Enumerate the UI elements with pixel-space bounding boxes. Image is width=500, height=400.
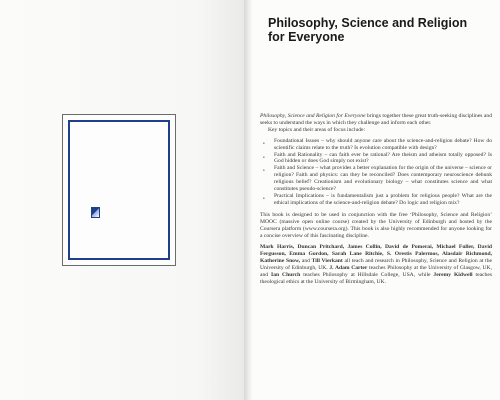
- library-stamp-frame: [62, 114, 176, 266]
- topic-text: Practical Implications – is fundamentalism just a problem for religious people? What are the ethical implications of the science-and-religion debate? Do logic and religion mix?: [274, 192, 492, 206]
- bullet-icon: •: [263, 141, 265, 147]
- authors-text-3: teaches Philosophy at Hillsdale College, USA, while: [300, 272, 434, 279]
- intro-rest: brings together these great truth-seeking disciplines and seeks to understand the ways in which they challenge and inform each other.: [260, 113, 492, 126]
- authors-and: and: [300, 258, 312, 265]
- book-title: [268, 16, 488, 44]
- topics-list: [260, 138, 492, 207]
- list-item: [260, 193, 492, 207]
- author-name-church: Ian Church: [271, 272, 301, 279]
- author-names: Mark Harris, Duncan Pritchard, James Collin, David de Pomerai, Michael Fuller, David Fergusson, Emma Gordon, Sarah Lane Ritchie, S. Orestis Palermos, Alasdair Richmond, Katherine Snow,: [260, 244, 492, 265]
- left-page: [0, 0, 246, 400]
- author-name-carter: J. Adam Carter: [329, 265, 368, 272]
- bullet-icon: •: [263, 169, 265, 175]
- authors-text-4: teaches theological ethics at the University of Birmingham, UK.: [260, 272, 492, 285]
- topic-text: Faith and Rationality – can faith ever be rational? Are theism and atheism totally opposed? Is God hidden or does God simply not exist?: [274, 151, 492, 165]
- title-line-1: Philosophy, Science and Religion: [268, 16, 468, 30]
- authors-text-1: all teach and research in Philosophy, Science and Religion at the University of Edinburgh, UK.: [260, 258, 492, 272]
- topic-text: Foundational Issues – why should anyone care about the science-and-religion debate? How do scientific claims relate to the truth? Is evolution compatible with design?: [274, 137, 492, 151]
- authors-paragraph: [260, 244, 492, 285]
- topic-text: Faith and Science – what provides a better explanation for the origin of the universe – science or religion? Faith and physics: can they be reconciled? Does contemporary neuroscience debunk religious belief? Creationism and evolutionary biology – what constitutes science and what constitutes pseudo-science?: [274, 165, 492, 193]
- list-item: [260, 152, 492, 166]
- stamp-inner-border: [68, 120, 170, 260]
- author-name-kidwell: Jeremy Kidwell: [433, 272, 473, 279]
- intro-paragraph: [260, 113, 492, 127]
- author-name-vierkant: Till Vierkant: [311, 258, 343, 265]
- title-line-2: for Everyone: [268, 30, 345, 44]
- mooc-paragraph: This book is designed to be used in conjunction with the free ‘Philosophy, Science and Religion’ MOOC (massive open online course) created by the University of Edinburgh and hosted by the Coursera platform (www.coursera.org). This book is also highly recommended for anyone looking for a concise overview of this fascinating discipline.: [260, 211, 492, 239]
- list-item: [260, 165, 492, 193]
- list-item: [260, 138, 492, 152]
- authors-text-2: teaches Philosophy at the University of Glasgow, UK, and: [260, 265, 492, 279]
- publisher-logo-icon: [91, 207, 100, 218]
- bullet-icon: •: [263, 196, 265, 202]
- back-cover-text: [260, 113, 492, 286]
- key-topics-lead: Key topics and their areas of focus include:: [268, 126, 366, 133]
- bullet-icon: •: [263, 155, 265, 161]
- intro-book-title: Philosophy, Science and Religion for Everyone: [260, 113, 366, 119]
